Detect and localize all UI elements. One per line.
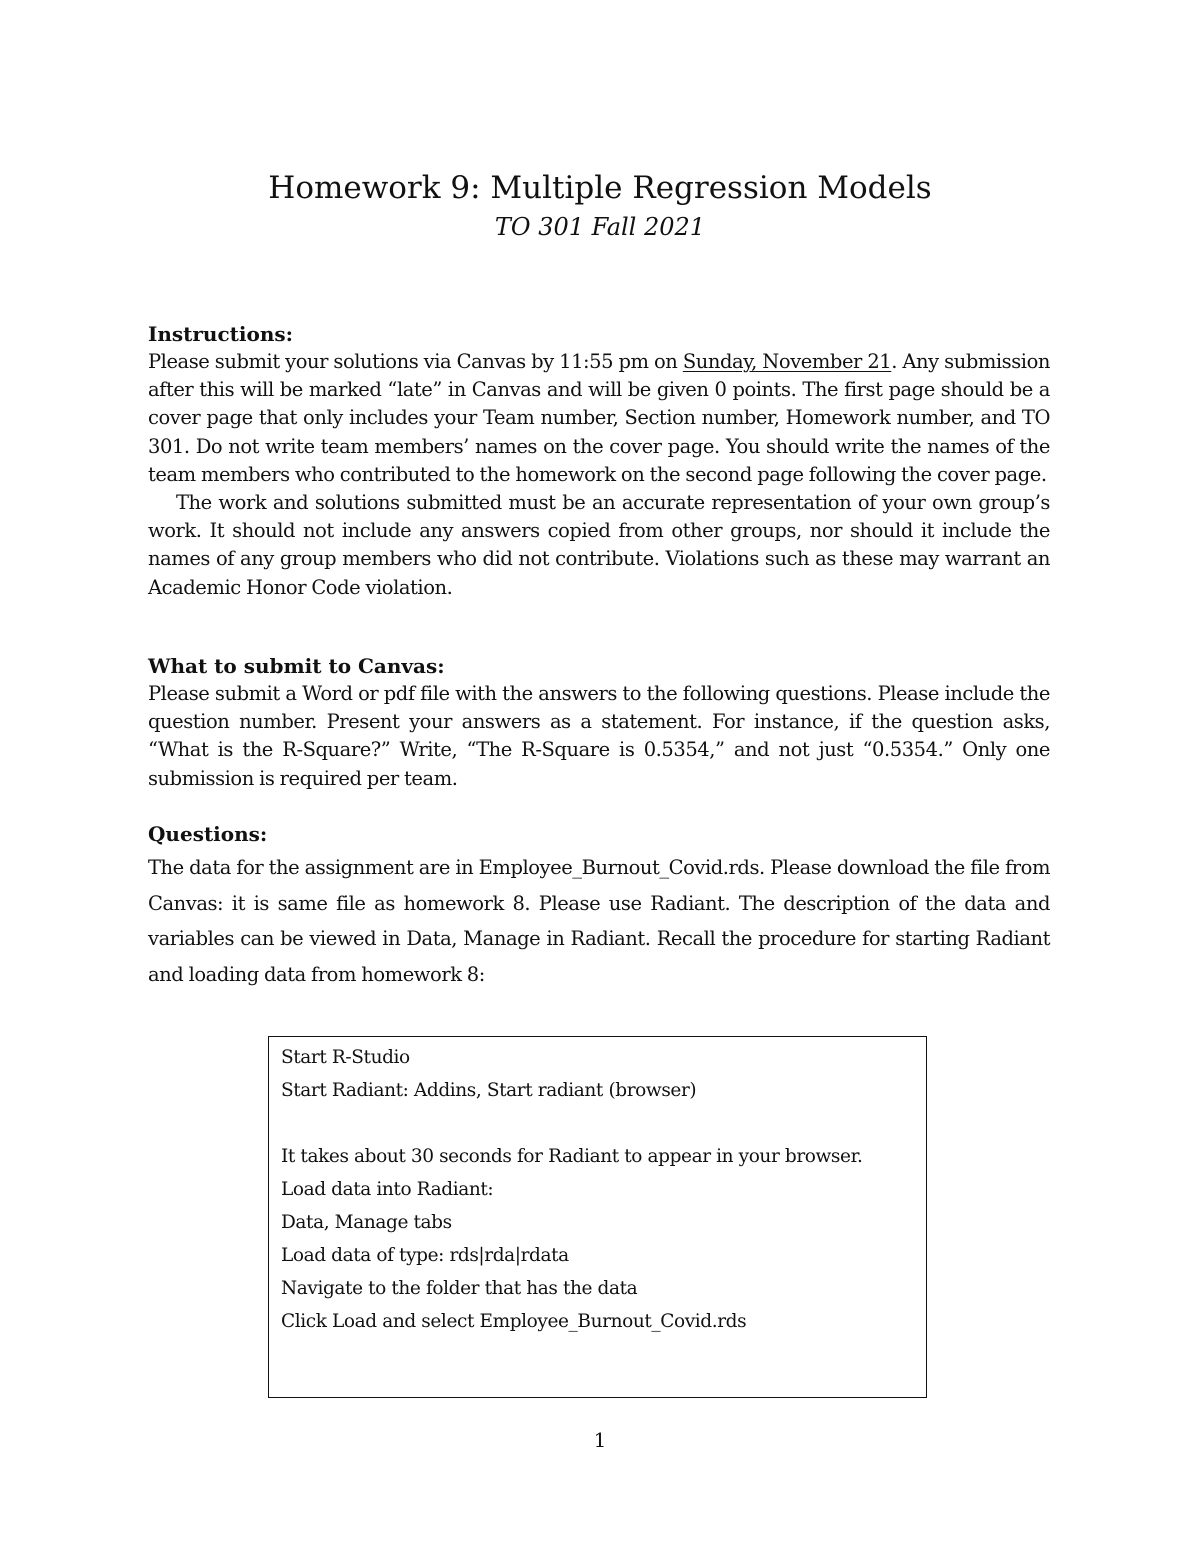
instructions-heading: Instructions: <box>148 322 294 346</box>
questions-section <box>148 820 1050 992</box>
procedure-step: Data, Manage tabs <box>281 1212 452 1233</box>
instructions-section <box>148 320 1050 602</box>
procedure-step: Load data of type: rds|rda|rdata <box>281 1245 569 1266</box>
procedure-step: It takes about 30 seconds for Radiant to appear in your browser. <box>281 1146 863 1167</box>
questions-heading: Questions: <box>148 822 268 846</box>
document-subtitle: TO 301 Fall 2021 <box>494 213 706 241</box>
page-number: 1 <box>593 1428 607 1452</box>
submit-paragraph: Please submit a Word or pdf file with the answers to the following questions. Please include the question number. Present your answers as a statement. For instance, if the question asks, “What is the R-Square?” Write, “The R-Square is 0.5354,” and not just “0.5354.” Only one submission is required per team. <box>148 682 1050 790</box>
submit-section <box>148 652 1050 793</box>
procedure-step: Start Radiant: Addins, Start radiant (browser) <box>281 1080 697 1101</box>
instructions-paragraph-1 <box>148 348 1050 489</box>
questions-paragraph: The data for the assignment are in Employee_Burnout_Covid.rds. Please download the file from Canvas: it is same file as homework 8. Please use Radiant. The description of the data and variables can be viewed in Data, Manage in Radiant. Recall the procedure for starting Radiant and loading data from homework 8: <box>148 856 1050 986</box>
procedure-step: Load data into Radiant: <box>281 1179 494 1200</box>
submit-heading: What to submit to Canvas: <box>148 654 445 678</box>
instructions-text-before-due: Please submit your solutions via Canvas by 11:55 pm on <box>148 350 683 373</box>
procedure-spacer <box>281 1107 926 1140</box>
procedure-step: Navigate to the folder that has the data <box>281 1278 638 1299</box>
instructions-paragraph-2: The work and solutions submitted must be an accurate representation of your own group’s work. It should not include any answers copied from other groups, nor should it include the names of any group members who did not contribute. Violations such as these may warrant an Academic Honor Code violation. <box>148 491 1050 599</box>
document-title: Homework 9: Multiple Regression Models <box>268 170 932 206</box>
procedure-box <box>268 1036 927 1398</box>
instructions-text-after-due: . Any submission after this will be marked “late” in Canvas and will be given 0 points. The first page should be a cover page that only includes your Team number, Section number, Homework number, and TO 301. Do not write team members’ names on the cover page. You should write the names of the team members who contributed to the homework on the second page following the cover page. <box>148 350 1050 486</box>
procedure-step: Click Load and select Employee_Burnout_Covid.rds <box>281 1311 747 1332</box>
procedure-step: Start R-Studio <box>281 1047 410 1068</box>
due-date: Sunday, November 21 <box>682 350 892 373</box>
